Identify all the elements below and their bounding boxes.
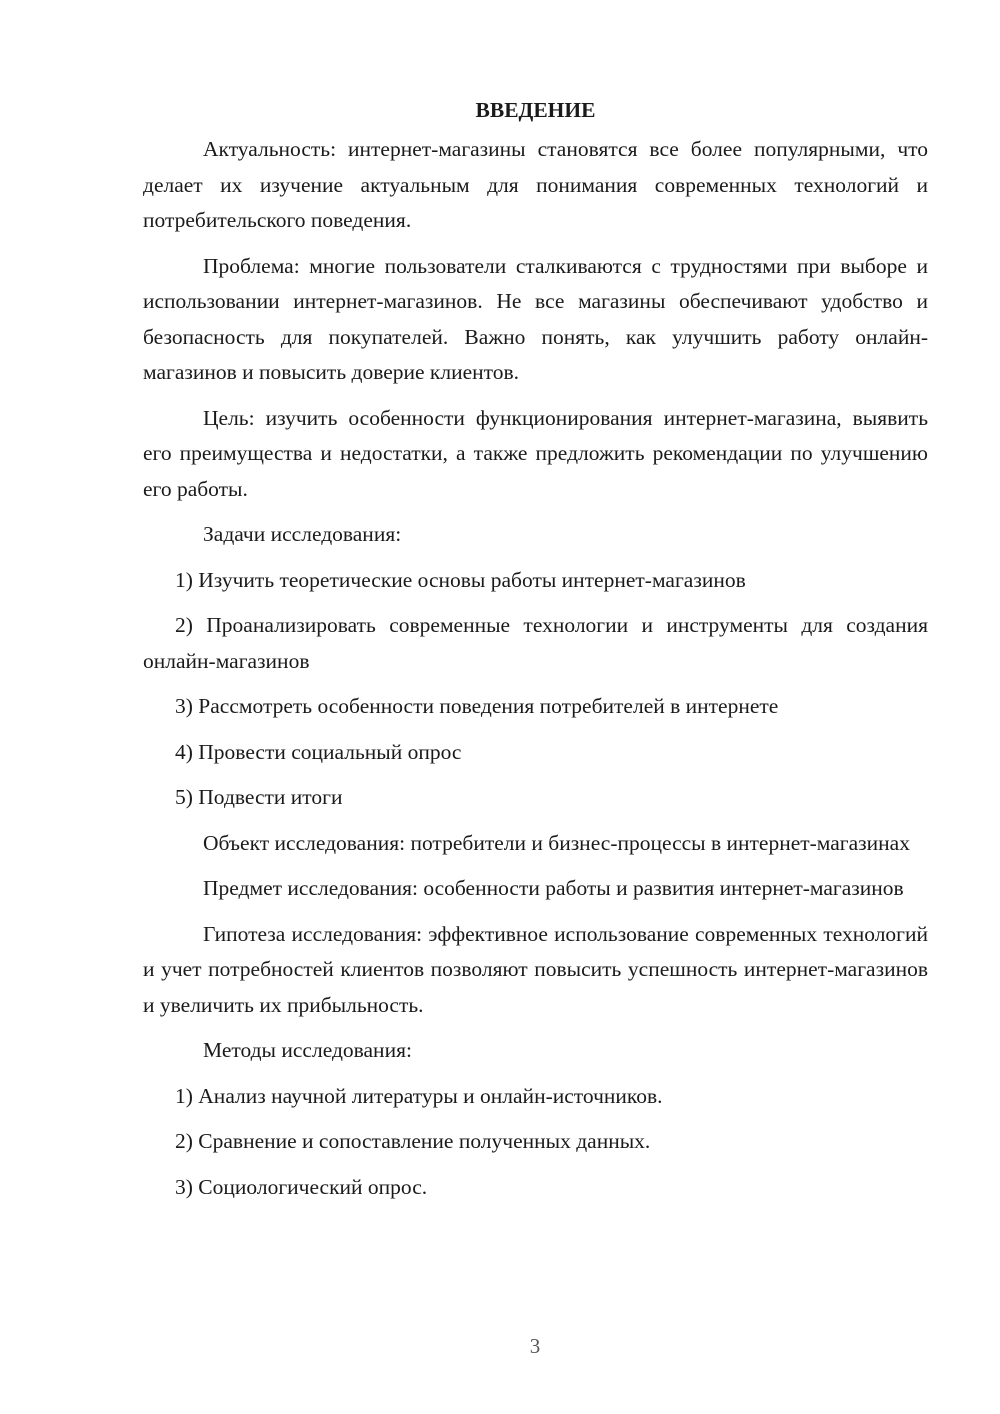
method-item: 1) Анализ научной литературы и онлайн-источников.	[175, 1083, 663, 1108]
page-title: ВВЕДЕНИЕ	[475, 98, 596, 122]
relevance-paragraph: Актуальность: интернет-магазины становятся все более популярными, что делает их изучение актуальным для понимания современных технологий и потребительского поведения.	[143, 137, 928, 232]
method-item: 3) Социологический опрос.	[175, 1174, 428, 1199]
tasks-label: Задачи исследования:	[203, 522, 402, 546]
goal-paragraph: Цель: изучить особенности функционирования интернет-магазина, выявить его преимущества и недостатки, а также предложить рекомендации по улучшению его работы.	[143, 405, 928, 501]
methods-label: Методы исследования:	[203, 1038, 412, 1062]
hypothesis-paragraph: Гипотеза исследования: эффективное использование современных технологий и учет потребностей клиентов позволяют повысить успешность интернет-магазинов и увеличить их прибыльность.	[143, 921, 928, 1017]
problem-paragraph: Проблема: многие пользователи сталкиваются с трудностями при выборе и использовании интернет-магазинов. Не все магазины обеспечивают удобство и безопасность для покупателей. Важно понять, как улучшить работу онлайн-магазинов и повысить доверие клиентов.	[143, 253, 928, 384]
task-item: 1) Изучить теоретические основы работы интернет-магазинов	[175, 567, 746, 592]
object-paragraph: Объект исследования: потребители и бизнес-процессы в интернет-магазинах	[203, 830, 910, 855]
task-item: 4) Провести социальный опрос	[175, 739, 462, 764]
method-item: 2) Сравнение и сопоставление полученных данных.	[175, 1129, 651, 1153]
task-item: 2) Проанализировать современные технологии и инструменты для создания онлайн-магазинов	[143, 613, 928, 673]
document-page	[143, 92, 928, 1215]
page-number: 3	[529, 1334, 541, 1358]
task-item: 3) Рассмотреть особенности поведения потребителей в интернете	[175, 694, 779, 718]
subject-paragraph: Предмет исследования: особенности работы и развития интернет-магазинов	[203, 876, 904, 900]
task-item: 5) Подвести итоги	[175, 785, 343, 809]
